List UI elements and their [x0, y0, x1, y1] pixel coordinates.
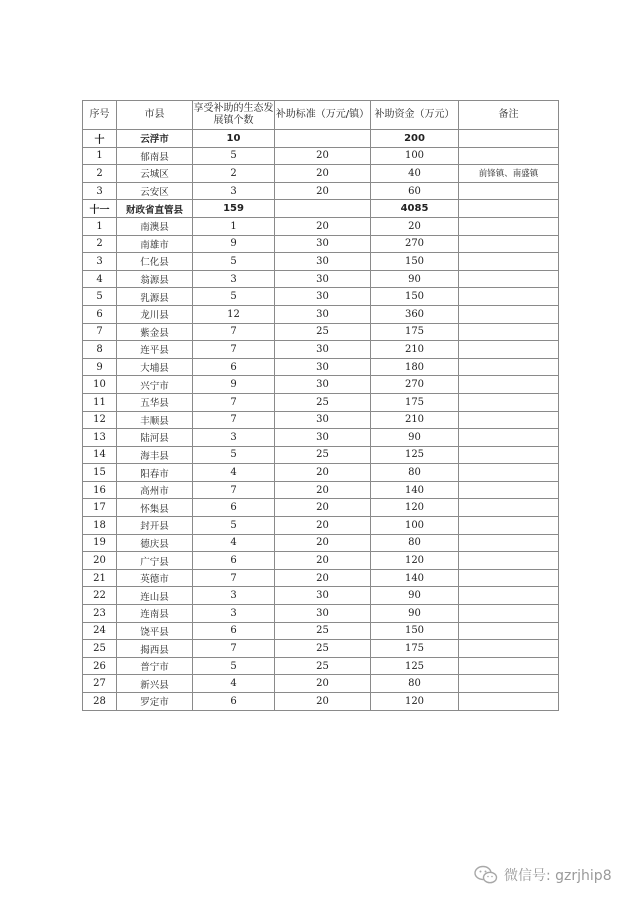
cell-note: [459, 446, 559, 464]
cell-county: 郁南县: [117, 147, 193, 165]
cell-no: 10: [83, 376, 117, 394]
cell-funds: 150: [371, 622, 459, 640]
cell-county: 大埔县: [117, 358, 193, 376]
cell-note: [459, 253, 559, 271]
cell-towns: 9: [193, 376, 275, 394]
table-row: [83, 411, 559, 429]
cell-county: 新兴县: [117, 675, 193, 693]
cell-towns: 6: [193, 622, 275, 640]
cell-standard: [275, 200, 371, 218]
cell-funds: 90: [371, 587, 459, 605]
cell-standard: 30: [275, 376, 371, 394]
cell-towns: 5: [193, 446, 275, 464]
cell-standard: 20: [275, 675, 371, 693]
cell-note: [459, 200, 559, 218]
cell-county: 紫金县: [117, 323, 193, 341]
header-towns: 享受补助的生态发展镇个数: [193, 101, 275, 130]
cell-note: [459, 305, 559, 323]
table-header: [83, 101, 559, 130]
table-row: [83, 622, 559, 640]
table-row: [83, 147, 559, 165]
cell-county: 连山县: [117, 587, 193, 605]
cell-county: 阳春市: [117, 464, 193, 482]
cell-funds: 100: [371, 147, 459, 165]
cell-county: 云安区: [117, 182, 193, 200]
wechat-watermark: [474, 864, 612, 886]
cell-no: 6: [83, 305, 117, 323]
cell-no: 11: [83, 393, 117, 411]
group-row: [83, 130, 559, 148]
cell-towns: 9: [193, 235, 275, 253]
cell-standard: 30: [275, 235, 371, 253]
cell-note: [459, 393, 559, 411]
cell-no: 十一: [83, 200, 117, 218]
group-row: [83, 200, 559, 218]
table-row: [83, 358, 559, 376]
cell-standard: 20: [275, 534, 371, 552]
cell-funds: 140: [371, 569, 459, 587]
cell-funds: 4085: [371, 200, 459, 218]
cell-note: [459, 130, 559, 148]
cell-county: 德庆县: [117, 534, 193, 552]
cell-funds: 80: [371, 464, 459, 482]
table-row: [83, 552, 559, 570]
cell-no: 2: [83, 235, 117, 253]
cell-standard: 25: [275, 446, 371, 464]
cell-county: 连南县: [117, 605, 193, 623]
cell-towns: 3: [193, 270, 275, 288]
wechat-icon: [474, 865, 498, 885]
cell-standard: 20: [275, 552, 371, 570]
cell-standard: 20: [275, 481, 371, 499]
table-row: [83, 376, 559, 394]
cell-no: 28: [83, 693, 117, 711]
cell-standard: 30: [275, 270, 371, 288]
cell-funds: 120: [371, 693, 459, 711]
cell-no: 8: [83, 341, 117, 359]
table-row: [83, 270, 559, 288]
cell-no: 7: [83, 323, 117, 341]
cell-towns: 7: [193, 640, 275, 658]
cell-standard: 20: [275, 517, 371, 535]
cell-no: 3: [83, 253, 117, 271]
cell-standard: 20: [275, 464, 371, 482]
cell-note: [459, 270, 559, 288]
cell-no: 26: [83, 657, 117, 675]
table-row: [83, 464, 559, 482]
table-body: [83, 130, 559, 711]
cell-funds: 20: [371, 217, 459, 235]
cell-note: [459, 675, 559, 693]
table-row: [83, 605, 559, 623]
cell-towns: 5: [193, 657, 275, 675]
cell-standard: 30: [275, 341, 371, 359]
cell-county: 龙川县: [117, 305, 193, 323]
cell-county: 饶平县: [117, 622, 193, 640]
cell-note: [459, 481, 559, 499]
cell-county: 广宁县: [117, 552, 193, 570]
table-row: [83, 446, 559, 464]
cell-note: [459, 429, 559, 447]
cell-towns: 3: [193, 429, 275, 447]
cell-funds: 150: [371, 288, 459, 306]
cell-towns: 6: [193, 499, 275, 517]
cell-funds: 175: [371, 323, 459, 341]
cell-towns: 7: [193, 411, 275, 429]
header-county: 市县: [117, 101, 193, 130]
cell-note: [459, 288, 559, 306]
cell-note: [459, 358, 559, 376]
table-row: [83, 587, 559, 605]
cell-note: [459, 569, 559, 587]
cell-funds: 90: [371, 605, 459, 623]
cell-towns: 2: [193, 165, 275, 183]
cell-standard: 25: [275, 657, 371, 675]
cell-note: [459, 605, 559, 623]
cell-no: 1: [83, 147, 117, 165]
cell-county: 封开县: [117, 517, 193, 535]
cell-no: 16: [83, 481, 117, 499]
cell-funds: 40: [371, 165, 459, 183]
cell-standard: 25: [275, 622, 371, 640]
cell-no: 15: [83, 464, 117, 482]
cell-no: 2: [83, 165, 117, 183]
cell-towns: 3: [193, 587, 275, 605]
cell-note: [459, 411, 559, 429]
table-row: [83, 657, 559, 675]
cell-county: 乳源县: [117, 288, 193, 306]
cell-towns: 6: [193, 552, 275, 570]
cell-towns: 159: [193, 200, 275, 218]
cell-note: [459, 182, 559, 200]
table-row: [83, 165, 559, 183]
cell-no: 27: [83, 675, 117, 693]
header-row: [83, 101, 559, 130]
cell-towns: 4: [193, 534, 275, 552]
cell-funds: 90: [371, 429, 459, 447]
cell-no: 24: [83, 622, 117, 640]
cell-funds: 60: [371, 182, 459, 200]
cell-funds: 175: [371, 640, 459, 658]
cell-towns: 4: [193, 464, 275, 482]
cell-no: 23: [83, 605, 117, 623]
cell-county: 兴宁市: [117, 376, 193, 394]
cell-note: [459, 323, 559, 341]
cell-county: 财政省直管县: [117, 200, 193, 218]
cell-funds: 140: [371, 481, 459, 499]
header-funds: 补助资金（万元）: [371, 101, 459, 130]
cell-towns: 3: [193, 605, 275, 623]
table-row: [83, 640, 559, 658]
cell-standard: 20: [275, 569, 371, 587]
cell-no: 19: [83, 534, 117, 552]
cell-standard: 20: [275, 217, 371, 235]
cell-towns: 7: [193, 393, 275, 411]
cell-county: 五华县: [117, 393, 193, 411]
cell-funds: 80: [371, 675, 459, 693]
cell-standard: 25: [275, 393, 371, 411]
cell-funds: 270: [371, 235, 459, 253]
table-row: [83, 393, 559, 411]
cell-no: 十: [83, 130, 117, 148]
cell-no: 4: [83, 270, 117, 288]
cell-standard: 30: [275, 253, 371, 271]
cell-standard: 30: [275, 587, 371, 605]
cell-county: 罗定市: [117, 693, 193, 711]
cell-standard: 30: [275, 605, 371, 623]
cell-note: [459, 552, 559, 570]
table-row: [83, 429, 559, 447]
cell-towns: 12: [193, 305, 275, 323]
cell-towns: 6: [193, 358, 275, 376]
table-row: [83, 693, 559, 711]
cell-county: 翁源县: [117, 270, 193, 288]
table-row: [83, 481, 559, 499]
cell-county: 陆河县: [117, 429, 193, 447]
cell-note: [459, 464, 559, 482]
cell-county: 云浮市: [117, 130, 193, 148]
cell-funds: 210: [371, 411, 459, 429]
table-row: [83, 305, 559, 323]
cell-county: 怀集县: [117, 499, 193, 517]
cell-note: [459, 235, 559, 253]
cell-standard: 20: [275, 165, 371, 183]
table-row: [83, 499, 559, 517]
cell-county: 英德市: [117, 569, 193, 587]
cell-no: 5: [83, 288, 117, 306]
watermark-text: 微信号: gzrjhip8: [504, 868, 612, 884]
cell-towns: 1: [193, 217, 275, 235]
cell-no: 17: [83, 499, 117, 517]
subsidy-table: [82, 100, 559, 711]
cell-note: [459, 147, 559, 165]
cell-note: [459, 657, 559, 675]
table-row: [83, 569, 559, 587]
cell-no: 14: [83, 446, 117, 464]
header-note: 备注: [459, 101, 559, 130]
cell-county: 连平县: [117, 341, 193, 359]
cell-note: [459, 499, 559, 517]
cell-no: 21: [83, 569, 117, 587]
table-row: [83, 235, 559, 253]
table-row: [83, 217, 559, 235]
cell-funds: 125: [371, 446, 459, 464]
cell-note: [459, 376, 559, 394]
cell-standard: 20: [275, 147, 371, 165]
cell-no: 9: [83, 358, 117, 376]
cell-county: 丰顺县: [117, 411, 193, 429]
cell-towns: 7: [193, 341, 275, 359]
cell-no: 3: [83, 182, 117, 200]
header-no: 序号: [83, 101, 117, 130]
cell-county: 南雄市: [117, 235, 193, 253]
cell-funds: 200: [371, 130, 459, 148]
cell-note: [459, 341, 559, 359]
cell-no: 25: [83, 640, 117, 658]
cell-note: [459, 534, 559, 552]
cell-standard: 20: [275, 693, 371, 711]
cell-note: 前锋镇、南盛镇: [459, 165, 559, 183]
cell-standard: 30: [275, 288, 371, 306]
cell-towns: 7: [193, 569, 275, 587]
cell-county: 海丰县: [117, 446, 193, 464]
cell-funds: 180: [371, 358, 459, 376]
cell-standard: 30: [275, 429, 371, 447]
table-row: [83, 675, 559, 693]
table-row: [83, 341, 559, 359]
cell-no: 12: [83, 411, 117, 429]
cell-no: 20: [83, 552, 117, 570]
cell-funds: 360: [371, 305, 459, 323]
header-standard: 补助标准（万元/镇）: [275, 101, 371, 130]
cell-no: 22: [83, 587, 117, 605]
cell-standard: [275, 130, 371, 148]
cell-funds: 210: [371, 341, 459, 359]
cell-funds: 150: [371, 253, 459, 271]
cell-note: [459, 587, 559, 605]
cell-funds: 100: [371, 517, 459, 535]
cell-funds: 175: [371, 393, 459, 411]
cell-standard: 25: [275, 640, 371, 658]
cell-standard: 30: [275, 411, 371, 429]
table-row: [83, 517, 559, 535]
table-row: [83, 182, 559, 200]
cell-note: [459, 517, 559, 535]
cell-funds: 120: [371, 552, 459, 570]
cell-note: [459, 622, 559, 640]
cell-towns: 10: [193, 130, 275, 148]
cell-towns: 4: [193, 675, 275, 693]
cell-towns: 5: [193, 147, 275, 165]
cell-funds: 90: [371, 270, 459, 288]
cell-towns: 3: [193, 182, 275, 200]
cell-funds: 270: [371, 376, 459, 394]
cell-standard: 25: [275, 323, 371, 341]
cell-towns: 6: [193, 693, 275, 711]
cell-funds: 120: [371, 499, 459, 517]
cell-note: [459, 693, 559, 711]
cell-no: 1: [83, 217, 117, 235]
cell-towns: 7: [193, 323, 275, 341]
cell-towns: 5: [193, 253, 275, 271]
cell-note: [459, 217, 559, 235]
cell-funds: 125: [371, 657, 459, 675]
cell-standard: 20: [275, 499, 371, 517]
cell-county: 普宁市: [117, 657, 193, 675]
table-row: [83, 288, 559, 306]
cell-note: [459, 640, 559, 658]
cell-no: 13: [83, 429, 117, 447]
table-row: [83, 323, 559, 341]
cell-funds: 80: [371, 534, 459, 552]
cell-standard: 30: [275, 358, 371, 376]
cell-county: 高州市: [117, 481, 193, 499]
cell-standard: 20: [275, 182, 371, 200]
cell-county: 揭西县: [117, 640, 193, 658]
cell-towns: 7: [193, 481, 275, 499]
table-row: [83, 534, 559, 552]
cell-towns: 5: [193, 517, 275, 535]
cell-towns: 5: [193, 288, 275, 306]
cell-no: 18: [83, 517, 117, 535]
cell-county: 云城区: [117, 165, 193, 183]
cell-county: 南澳县: [117, 217, 193, 235]
cell-standard: 30: [275, 305, 371, 323]
table-row: [83, 253, 559, 271]
cell-county: 仁化县: [117, 253, 193, 271]
